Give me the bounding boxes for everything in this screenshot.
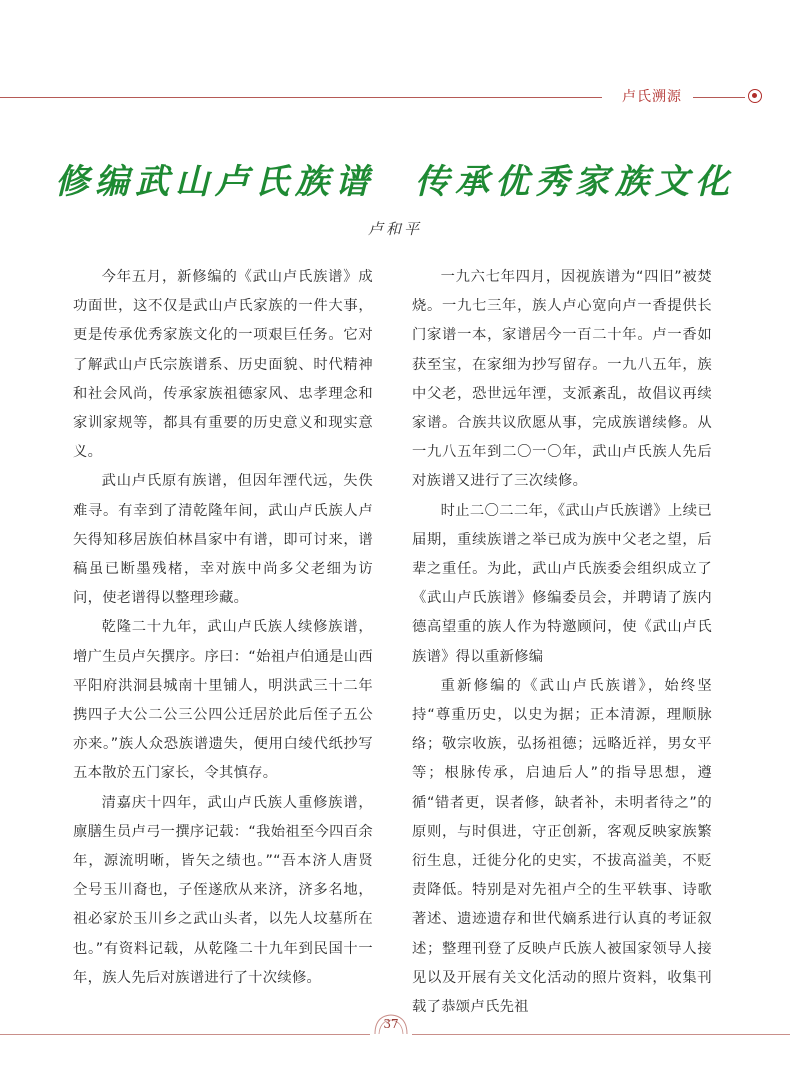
paragraph: 武山卢氏原有族谱，但因年湮代远，失佚难寻。有幸到了清乾隆年间，武山卢氏族人卢矢得知移居族伯林昌家中有谱，即可讨来，谱稿虽已断墨残楮，幸对族中尚多父老细为访问，使老谱得以整理珍藏。 (73, 473, 373, 607)
article-author: 卢和平 (367, 220, 422, 238)
article-title: 修编武山卢氏族谱 传承优秀家族文化 (55, 162, 735, 202)
page-number: 37 (383, 1017, 399, 1031)
paragraph: 今年五月，新修编的《武山卢氏族谱》成功面世，这不仅是武山卢氏家族的一件大事，更是传承优秀家族文化的一项艰巨任务。它对了解武山卢氏宗族谱系、历史面貌、时代精神和社会风尚，传承家族祖德家风、忠孝理念和家训家规等，都具有重要的历史意义和现实意义。 (73, 269, 373, 461)
paragraph: 重新修编的《武山卢氏族谱》，始终坚持“尊重历史，以史为据；正本清源，理顺脉络；敬宗收族，弘扬祖德；远略近祥，男女平等；根脉传承，启迪后人”的指导思想，遵循“错者更，误者修，缺者补，未明者待之”的原则，与时俱进，守正创新，客观反映家族繁衍生息，迁徙分化的史实，不拔高溢美，不贬责降低。特别是对先祖卢仝的生平轶事、诗歌著述、遗迹遗存和世代嫡系进行认真的考证叙述；整理刊登了反映卢氏族人被国家领导人接见以及开展有关文化活动的照片资料，收集刊载了恭颂卢氏先祖 (412, 677, 712, 1016)
target-circle-icon (748, 89, 762, 103)
footer-rule-right (412, 1034, 790, 1035)
header-rule-right (693, 97, 745, 98)
right-column (412, 263, 712, 1022)
section-label: 卢氏溯源 (622, 89, 682, 105)
paragraph: 一九六七年四月，因视族谱为“四旧”被焚烧。一九七三年，族人卢心宽向卢一香提供长门家谱一本，家谱居今一百二十年。卢一香如获至宝，在家细为抄写留存。一九八五年，族中父老，恐世远年湮，支派紊乱，故倡议再续家谱。合族共议欣愿从事，完成族谱续修。从一九八五年到二〇一〇年，武山卢氏族人先后对族谱又进行了三次续修。 (412, 269, 712, 490)
page-footer (0, 1012, 790, 1036)
footer-rule-left (0, 1034, 370, 1035)
paragraph: 乾隆二十九年，武山卢氏族人续修族谱，增广生员卢矢撰序。序曰：“始祖卢伯通是山西平阳府洪洞县城南十里铺人，明洪武三十二年携四子大公二公三公四公迁居於此后侄子五公亦来。”族人众恐族谱遗失，便用白绫代纸抄写五本散於五门家长，令其慎存。 (73, 619, 373, 782)
left-column (73, 263, 373, 993)
header-rule-left (0, 97, 602, 98)
paragraph: 清嘉庆十四年，武山卢氏族人重修族谱，廪膳生员卢弓一撰序记载：“我始祖至今四百余年，源流明晰，皆矢之绩也。”“吾本济人唐贤仝号玉川裔也，子侄遂欣从来济，济多名地，祖必家於玉川乡之武山头者，以先人坟墓所在也。”有资料记载，从乾隆二十九年到民国十一年，族人先后对族谱进行了十次续修。 (73, 794, 373, 986)
paragraph: 时止二〇二二年，《武山卢氏族谱》上续已届期，重续族谱之举已成为族中父老之望，后辈之重任。为此，武山卢氏族委会组织成立了《武山卢氏族谱》修编委员会，并聘请了族内德高望重的族人作为特邀顾问，使《武山卢氏族谱》得以重新修编 (412, 502, 712, 665)
